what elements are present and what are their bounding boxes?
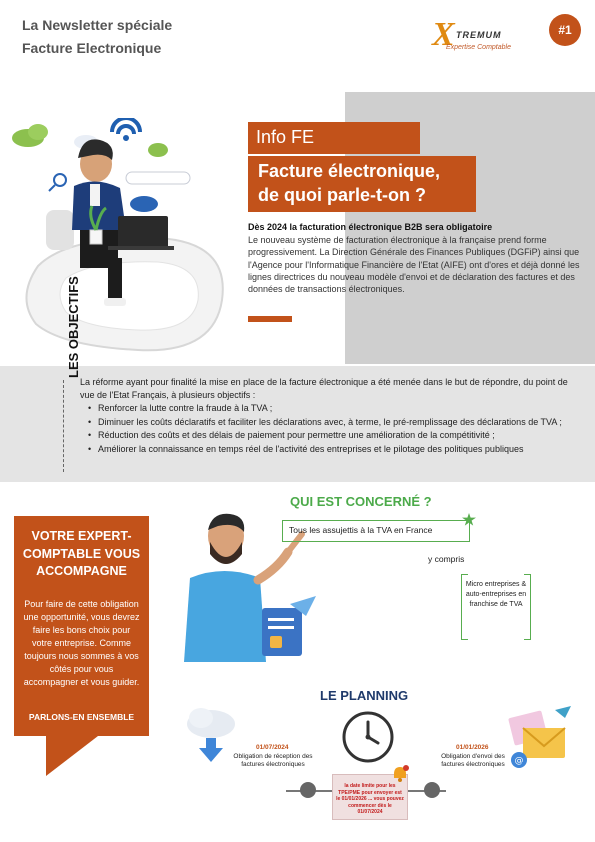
planning-title: LE PLANNING bbox=[320, 688, 409, 703]
milestone-2-date: 01/01/2026 bbox=[456, 744, 489, 751]
envelope-send-icon bbox=[505, 706, 573, 772]
objectives-intro: La réforme ayant pour finalité la mise en place de la facture électronique a été menée dans le but de répondre, du point de vue de l'Etat Français, à plusieurs objectifs : bbox=[80, 377, 568, 400]
expert-body: Pour faire de cette obligation une opportunité, vous devrez faire les bons choix pour votre entreprise. Comme toujours nous sommes à vos côtés pour vous accompagner et vous guider. bbox=[23, 599, 140, 687]
objective-item: • Réduction des coûts et des délais de paiement pour permettre une amélioration de la compétitivité ; bbox=[88, 429, 580, 442]
hero-accent-bar bbox=[248, 316, 292, 322]
milestone-2-description: Obligation d'envoi des factures électroniques bbox=[441, 753, 505, 768]
info-fe-tag: Info FE bbox=[248, 122, 420, 154]
hero-title: Facture électronique, de quoi parle-t-on ? bbox=[248, 156, 476, 212]
logo-subtitle: Expertise Comptable bbox=[446, 44, 511, 51]
badge-star-icon bbox=[462, 513, 476, 527]
expert-callout-tail bbox=[46, 736, 98, 776]
micro-enterprises-box: Micro entreprises & auto-entreprises en franchise de TVA bbox=[461, 574, 531, 640]
objectives-label-box bbox=[20, 276, 81, 470]
newsletter-title: La Newsletter spéciale Facture Electronique bbox=[22, 17, 173, 56]
deadline-notice: la date limite pour les TPE/PME pour envoyer est le 01/01/2026 ... vous pouvez commencer dès le 01/07/2024 bbox=[332, 774, 408, 820]
svg-text:@: @ bbox=[514, 756, 524, 766]
logo-x-mark: X bbox=[432, 16, 455, 53]
including-label: y compris bbox=[428, 554, 465, 564]
objectives-label: LES OBJECTIFS bbox=[66, 276, 81, 378]
objective-item: • Améliorer la connaissance en temps réel de l'activité des entreprises et le pilotage des politiques publiques bbox=[88, 443, 580, 456]
milestone-1-date: 01/07/2024 bbox=[256, 744, 289, 751]
concerned-title: QUI EST CONCERNÉ ? bbox=[290, 494, 432, 509]
clock-icon bbox=[341, 710, 395, 764]
timeline-node-start bbox=[300, 782, 316, 798]
timeline-node-end bbox=[424, 782, 440, 798]
hero-lead: Dès 2024 la facturation électronique B2B sera obligatoire bbox=[248, 222, 493, 232]
person-at-desk-illustration bbox=[8, 118, 240, 368]
objectives-divider bbox=[63, 380, 64, 472]
expert-title: VOTRE EXPERT-COMPTABLE VOUS ACCOMPAGNE bbox=[22, 529, 141, 578]
company-logo bbox=[432, 18, 528, 56]
objective-item: • Diminuer les coûts déclaratifs et faciliter les déclarations avec, à terme, le pré-remplissage des déclarations de TVA ; bbox=[88, 416, 580, 429]
logo-name: TREMUM bbox=[456, 30, 502, 40]
bell-icon bbox=[390, 764, 410, 784]
hero-body-text: Le nouveau système de facturation électronique à la française prend forme progressivement. La Direction Générale des Finances Publiques (DGFiP) ainsi que l'Agence pour l'Informatique Financière de l'Etat (AIFE) ont d'ores et déjà donné les lignes directrices du nouveau modèle d'envoi et de déclaration des factures et des données de transactions électroniques. bbox=[248, 235, 580, 295]
expert-callout bbox=[14, 516, 149, 736]
objective-item: • Renforcer la lutte contre la fraude à la TVA ; bbox=[88, 402, 580, 415]
milestone-1-description: Obligation de réception des factures électroniques bbox=[233, 753, 313, 768]
concerned-box: Tous les assujettis à la TVA en France bbox=[282, 520, 470, 542]
expert-cta: PARLONS-EN ENSEMBLE bbox=[28, 712, 135, 722]
objectives-list bbox=[88, 402, 580, 456]
issue-badge: #1 bbox=[549, 14, 581, 46]
